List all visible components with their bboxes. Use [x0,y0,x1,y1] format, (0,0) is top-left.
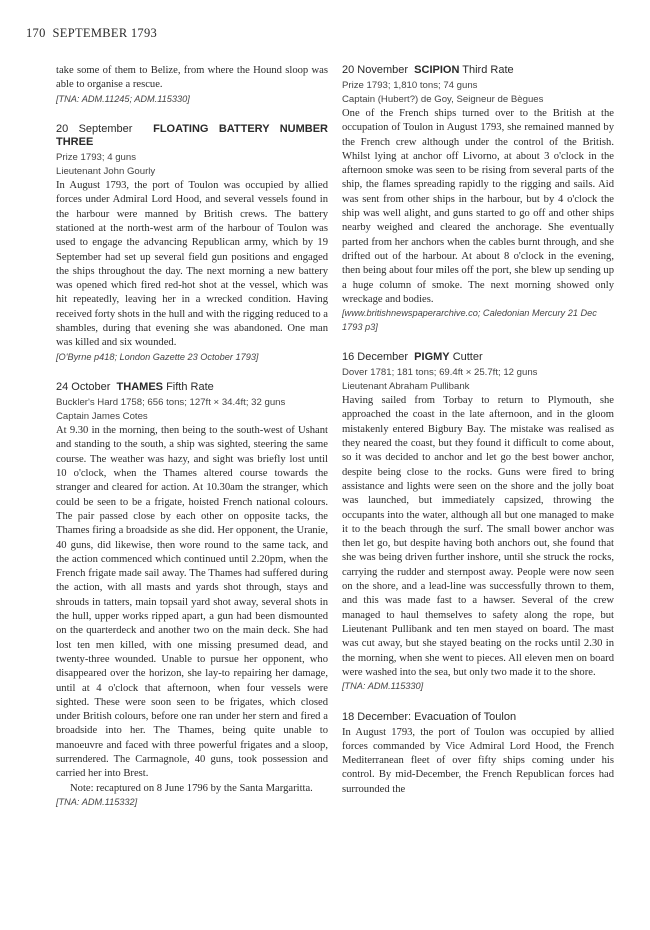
entry-heading [342,351,614,364]
entry-toulon-evacuation [342,711,614,797]
ship-name: THAMES [116,381,163,394]
entry-scipion [342,64,614,334]
ship-name: SCIPION [414,64,460,76]
entry-heading [56,381,328,394]
entry-heading [56,123,328,149]
entry-date: 24 October [56,381,111,394]
ship-specs: Prize 1793; 4 guns [56,152,137,164]
entry-body: In August 1793, the port of Toulon was occupied by allied forces commanded by Vice Admiral Lord Hood, the French Mediterranean fleet of over fifty ships coming under his control. By mid-December, the French Republican forces had surrounded the [342,726,614,795]
ship-specs: Prize 1793; 1,810 tons; 74 guns [342,80,478,91]
running-title: SEPTEMBER 1793 [52,26,158,40]
entry-floating-battery [56,123,328,364]
entry-reference: [TNA: ADM.115332] [56,796,138,807]
page-number: 170 [26,26,46,40]
entry-heading [342,64,614,77]
entry-body: In August 1793, the port of Toulon was occupied by allied forces under Admiral Lord Hood, and several vessels found in the harbour were manned by British crews. The battery stationed at the north-west arm of the harbour of Toulon was used to engage the advancing Republican army, which by 19 September had set up several field gun positions and engaged the ships throughout the day. The next morning a new battery was opened which fired red-hot shot at the vessel, which was hit repeatedly, leaving her in a wrecked condition. Having received forty shots in the hull and with the rigging reduced to a shambles, during that evening she was abandoned. One man was killed and six wounded. [56,180,328,349]
entry-continuation [56,64,328,106]
ship-specs: Dover 1781; 181 tons; 69.4ft × 25.7ft; 12 guns [342,367,538,379]
entry-date: 20 November [342,64,409,76]
entry-date: 16 December [342,351,409,364]
entry-date: 20 September [56,123,133,136]
right-column [342,64,614,814]
entry-body: take some of them to Belize, from where the Hound sloop was able to organise a rescue. [56,65,328,91]
ship-captain: Captain (Hubert?) de Goy, Seigneur de Bègues [342,94,544,105]
entry-thames [56,381,328,809]
entry-title: Evacuation of Toulon [414,710,517,723]
ship-captain: Lieutenant Abraham Pullibank [342,381,470,393]
left-column [56,64,328,826]
entry-pigmy [342,351,614,693]
ship-rate: Cutter [452,351,483,364]
entry-reference: [O'Byrne p418; London Gazette 23 October 1793] [56,351,259,362]
entry-heading [342,711,614,724]
entry-date: 18 December: [342,710,412,723]
ship-name: FLOATING BATTERY NUMBER THREE [56,123,328,149]
ship-rate: Third Rate [462,64,514,76]
ship-name: PIGMY [414,351,450,364]
ship-captain: Lieutenant John Gourly [56,166,156,178]
entry-reference: [TNA: ADM.11245; ADM.115330] [56,93,190,104]
entry-body: At 9.30 in the morning, then being to the south-west of Ushant and standing to the south, a ship was sighted, steering the same course. The weather was hazy, and sight was briefly lost until 10 o'clock, when the Thames altered course towards the stranger and cleared for action. At 10.30am the stranger, which could be seen to be a frigate, hoisted French national colours. The pair passed close by each other on opposite tacks, the Thames firing a broadside as she did. Her opponent, the Uranie, 40 guns, did likewise, then wore round to the same tack, and the action commenced which continued until 2.20pm, when the French frigate made sail away. The Thames had suffered during the action, with all masts and yards shot through, stays and shrouds in tatters, main topsail yard shot away, several shots in the hull, upper works ripped apart, a gun had been dismounted on the quarterdeck and another two on the main deck. She had lost ten men killed, with one missing presumed dead, and twenty-three wounded. Unable to pursue her opponent, who disappeared over the horizon, she lay-to repairing her damage, until at 4 o'clock that afternoon, when four vessels were sighted. These were soon seen to be frigates, which closed under British colours, before one ran under her stern and fired a broadside into her. The Thames, being quite unable to manoeuvre and faced with three powerful frigates and a sloop, surrendered. The Carmagnole, 40 guns, took possession and carried her into Brest. [56,425,328,780]
running-header [26,26,157,41]
entry-note: Note: recaptured on 8 June 1796 by the Santa Margaritta. [70,782,313,794]
ship-rate: Fifth Rate [166,381,214,394]
entry-reference: [TNA: ADM.115330] [342,681,424,692]
entry-body: One of the French ships turned over to the British at the occupation of Toulon in August 1793, she remained manned by the French crew although under the control of the British. Whilst lying at anchor off Livorno, at about 3 o'clock in the afternoon smoke was seen to be rising from several parts of the ship, the flames spreading rapidly to the rigging and sails. Aid was sent from other ships in the harbour, but by 4 o'clock the ship was well alight, and guns started to go off and other ships nearby weighed and cleared the anchorage. She eventually parted from her anchors when the cables burnt through, and she drifted out of the harbour. At about 8 o'clock in the evening, then being about four miles off the port, she blew up sending up a huge column of smoke. The next morning showed only wreckage and bodies. [342,108,614,305]
ship-specs: Buckler's Hard 1758; 656 tons; 127ft × 34.4ft; 32 guns [56,397,286,409]
entry-reference: [www.britishnewspaperarchive.co; Caledonian Mercury 21 Dec 1793 p3] [342,308,597,332]
ship-captain: Captain James Cotes [56,411,148,423]
entry-body: Having sailed from Torbay to return to Plymouth, she approached the coast in the late afternoon, and in the gloom mistakenly entered Bigbury Bay. The mistake was realised as they neared the coast, but they found it difficult to come about, so it was decided to anchor and let go the best bower anchor, despite being close to the rocks. Guns were fired to bring assistance and lights were seen on the shore and the jolly boat was launched, but immediately capsized, throwing the occupants into the water, although all but one managed to make it to the beach through the surf. The small bower anchor was then let go, but despite having both anchors out, she found that she was being driven further inshore, until she struck the rocks, carrying the rudder and sternpost away. People were now seen on the shore, and a lead-line was successfully thrown to them, and this was made fast to a hawser. Several of the crew managed to haul themselves to safety along the rope, but Lieutenant Pullibank and ten men stayed on board. The mast was cut away, but she stayed beating on the rocks until 2.30 in the morning, when she went to pieces. All eleven men on board were washed into the sea, but only two made it to the shore. [342,395,614,678]
